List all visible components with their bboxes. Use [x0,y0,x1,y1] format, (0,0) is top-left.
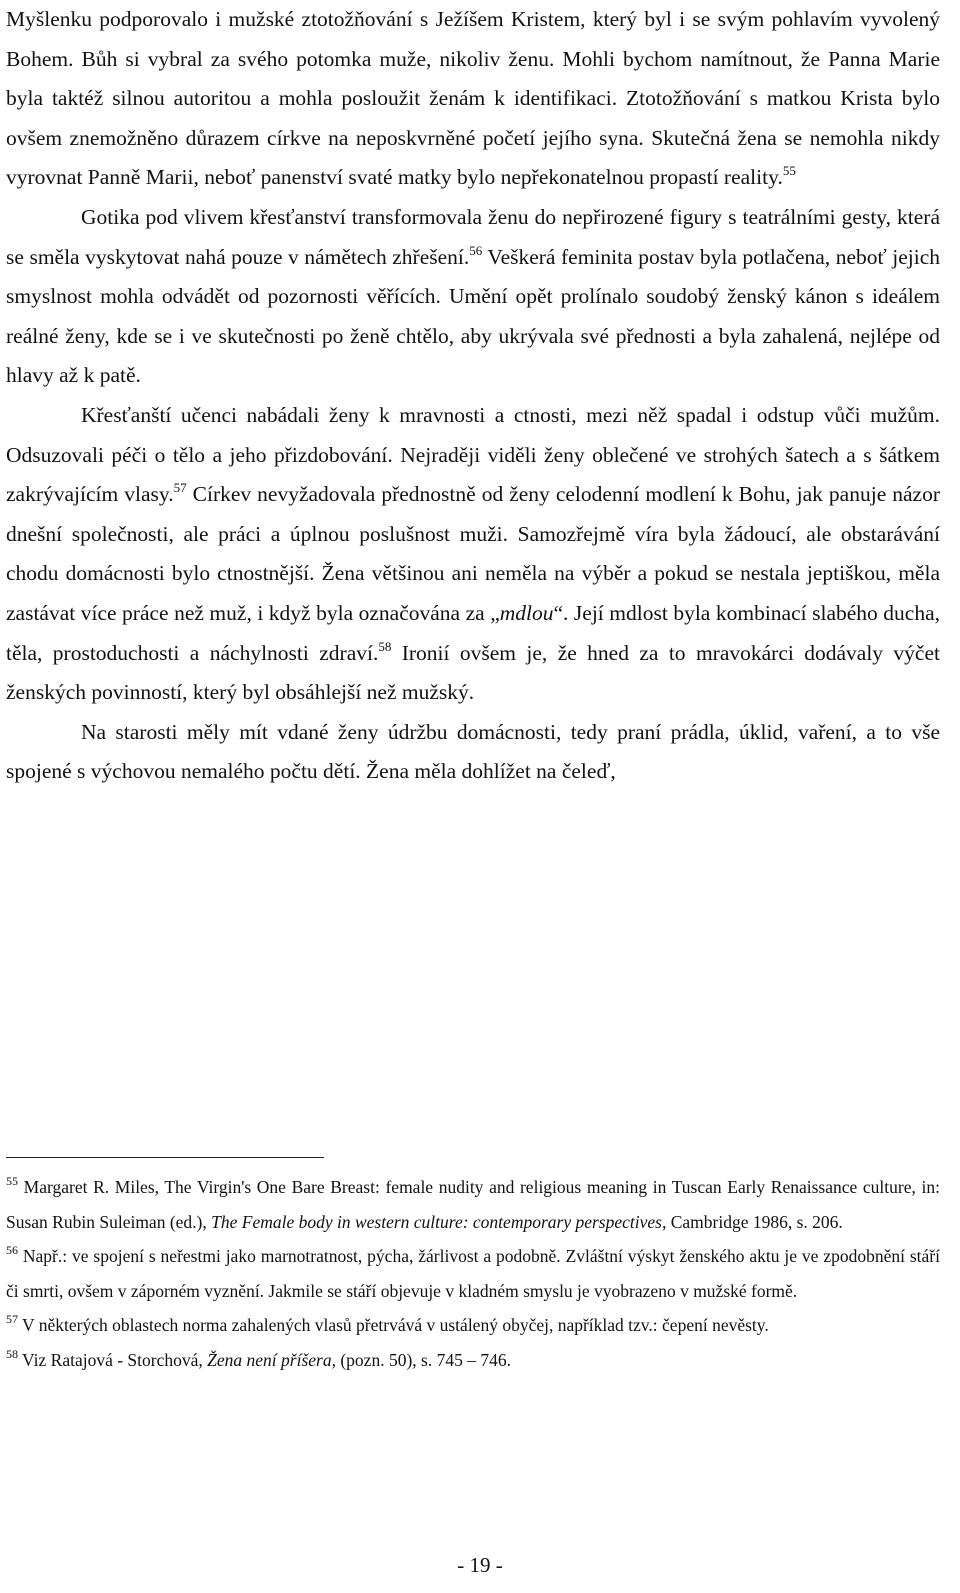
paragraph-text: Gotika pod vlivem křesťanství transformovala ženu do nepřirozené figury s teatrálními gesty, která se směla vyskytovat nahá pouze v námětech zhřešení. [6,204,940,269]
footnote-ref-57[interactable]: 57 [173,480,187,496]
footnote-57 [6,1308,940,1343]
paragraph-text: Církev nevyžadovala přednostně od ženy celodenní modlení k Bohu, jak panuje názor dnešní společnosti, ale práci a úplnou poslušnost muži. Samozřejmě víra byla žádoucí, ale obstarávání chodu domácnosti bylo ctnostnější. Žena většinou ani neměla na výběr a pokud se nestala jeptiškou, měla zastávat více práce než muž, i když byla označována za [6,482,940,625]
footnote-text: Margaret R. Miles, The Virgin's One Bare Breast: female nudity and religious meaning in Tuscan Early Renaissance culture, in: Susan Rubin Suleiman (ed.), [6,1177,940,1232]
footnotes [6,1170,940,1377]
paragraph-text: Křesťanští učenci nabádali ženy k mravnosti a ctnosti, mezi něž spadal i odstup vůči mužům. Odsuzovali péči o tělo a jeho přizdobování. Nejraději viděli ženy oblečené ve strohých šatech a s šátkem zakrývajícím vlasy. [6,402,940,507]
paragraph-text: Veškerá feminita postav byla potlačena, neboť jejich smyslnost mohla odvádět od pozornosti věřících. Umění opět prolínalo soudobý ženský kánon s ideálem reálné ženy, kde se i ve skutečnosti po ženě chtělo, aby ukrývala své přednosti a byla zahalená, nejlépe od hlavy až k patě. [6,244,940,388]
quote-close: “ [553,600,564,625]
footnote-text: Viz Ratajová - Storchová, [18,1349,208,1370]
footnote-ref-56[interactable]: 56 [469,242,483,258]
page-number: - 19 - [457,1553,503,1577]
paragraph-4 [6,713,940,792]
footnote-56 [6,1239,940,1308]
footnote-55 [6,1170,940,1239]
paragraph-text: Ironií ovšem je, že hned za to mravokárci dodávaly výčet ženských povinností, který byl obsáhlejší než mužský. [6,640,940,705]
footnote-number: 58 [6,1346,18,1361]
footnote-ref-58[interactable]: 58 [378,638,392,654]
paragraph-3 [6,396,940,713]
footnote-ref-55[interactable]: 55 [782,163,796,179]
quote-open: „ [490,600,500,625]
paragraph-text: Myšlenku podporovalo i mužské ztotožňování s Ježíšem Kristem, který byl i se svým pohlavím vyvolený Bohem. Bůh si vybral za svého potomka muže, nikoliv ženu. Mohli bychom namítnout, že Panna Marie byla taktéž silnou autoritou a mohla posloužit ženám k identifikaci. Ztotožňování s matkou Krista bylo ovšem znemožněno důrazem církve na neposkvrněné početí jejího syna. Skutečná žena se nemohla nikdy vyrovnat Panně Marii, neboť panenství svaté matky bylo nepřekonatelnou propastí reality. [6,7,940,190]
footnote-title: The Female body in western culture: contemporary perspectives, [211,1211,667,1232]
footnote-text: Cambridge 1986, s. 206. [666,1211,843,1232]
footnote-text: V některých oblastech norma zahalených vlasů přetrvává v ustálený obyčej, například tzv.: čepení nevěsty. [18,1315,769,1335]
footnote-separator [6,1157,324,1158]
footnote-text: (pozn. 50), s. 745 – 746. [335,1349,511,1370]
footnote-number: 55 [6,1174,18,1188]
paragraph-2 [6,198,940,396]
paragraph-text: Na starosti měly mít vdané ženy údržbu domácnosti, tedy praní prádla, úklid, vaření, a to vše spojené s výchovou nemalého počtu dětí. Žena měla dohlížet na čeleď, [6,719,940,784]
footnote-number: 56 [6,1243,18,1257]
footnote-text: Např.: ve spojení s neřestmi jako marnotratnost, pýcha, žárlivost a podobně. Zvláštní výskyt ženského aktu je ve zpodobnění stáří či smrti, ovšem v záporném vyznění. Jakmile se stáří objevuje v kladném smyslu je vyobrazeno v mužské formě. [6,1246,940,1301]
italic-term: mdlou [499,600,554,625]
footnote-number: 57 [6,1312,18,1326]
paragraph-text: . Její mdlost byla kombinací slabého ducha, těla, prostoduchosti a náchylnosti zdraví. [6,600,941,665]
body-text [6,0,940,792]
paragraph-1 [6,0,940,198]
footnote-58 [6,1343,940,1378]
footnote-title: Žena není příšera, [207,1349,336,1370]
